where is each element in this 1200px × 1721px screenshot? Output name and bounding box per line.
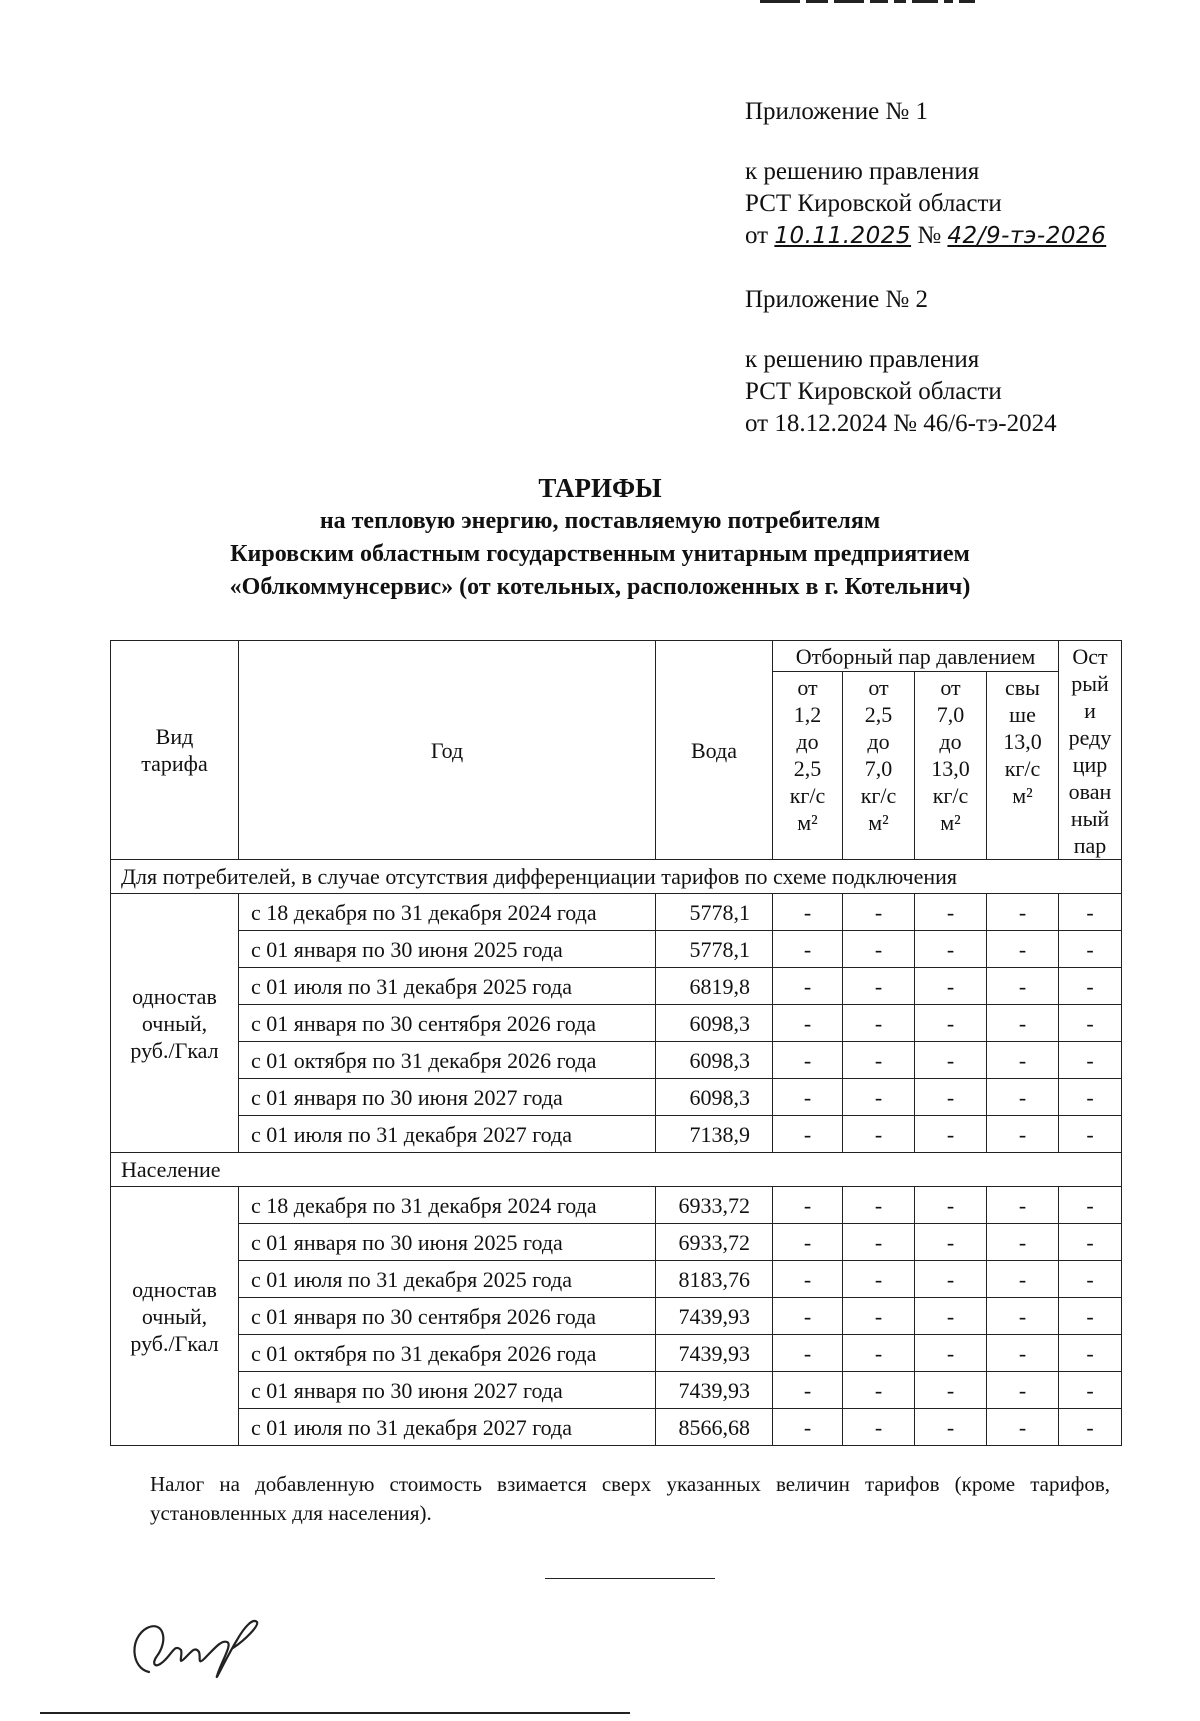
water-value-cell: 7138,9	[656, 1116, 773, 1153]
empty-value-cell: -	[843, 894, 915, 931]
appendix-1-title: Приложение № 1	[745, 98, 929, 125]
header-text: рый	[1071, 671, 1109, 696]
period-cell: с 01 октября по 31 декабря 2026 года	[239, 1042, 656, 1079]
empty-value-cell: -	[1059, 1116, 1122, 1153]
empty-value-cell: -	[1059, 1005, 1122, 1042]
signature-image	[125, 1610, 275, 1687]
water-value-cell: 6098,3	[656, 1042, 773, 1079]
empty-value-cell: -	[1059, 1187, 1122, 1224]
header-text: кг/с	[932, 783, 969, 809]
table-row	[111, 1042, 1122, 1079]
table-row	[111, 1372, 1122, 1409]
period-cell: с 01 июля по 31 декабря 2027 года	[239, 1409, 656, 1446]
appendix-2-title: Приложение № 2	[745, 286, 929, 313]
header-water: Вода	[656, 641, 773, 860]
tariff-kind-cell	[111, 894, 239, 1153]
empty-value-cell: -	[843, 1187, 915, 1224]
empty-value-cell: -	[773, 1005, 843, 1042]
header-steam-group: Отборный пар давлением	[773, 641, 1059, 672]
empty-value-cell: -	[987, 1224, 1059, 1261]
table-row	[111, 931, 1122, 968]
empty-value-cell: -	[773, 1409, 843, 1446]
header-text: кг/с	[1004, 756, 1041, 782]
table-row	[111, 1335, 1122, 1372]
empty-value-cell: -	[915, 1079, 987, 1116]
water-value-cell: 7439,93	[656, 1335, 773, 1372]
water-value-cell: 6933,72	[656, 1224, 773, 1261]
table-row	[111, 1224, 1122, 1261]
empty-value-cell: -	[843, 1335, 915, 1372]
empty-value-cell: -	[843, 1042, 915, 1079]
tariff-kind-line: руб./Гкал	[130, 1037, 219, 1063]
table-row	[111, 1261, 1122, 1298]
period-cell: с 01 июля по 31 декабря 2027 года	[239, 1116, 656, 1153]
empty-value-cell: -	[1059, 894, 1122, 931]
header-steam-3	[915, 672, 987, 860]
empty-value-cell: -	[1059, 1261, 1122, 1298]
empty-value-cell: -	[915, 894, 987, 931]
header-text: до	[796, 729, 819, 755]
vat-note: Налог на добавленную стоимость взимается сверх указанных величин тарифов (кроме тарифов, установленных для населения).	[150, 1472, 1110, 1525]
header-text: 13,0	[1003, 729, 1042, 755]
water-value-cell: 5778,1	[656, 894, 773, 931]
empty-value-cell: -	[1059, 1224, 1122, 1261]
period-cell: с 01 января по 30 июня 2025 года	[239, 931, 656, 968]
water-value-cell: 6819,8	[656, 968, 773, 1005]
appendix-2-line2: РСТ Кировской области	[745, 378, 1002, 405]
title-line1: на тепловую энергию, поставляемую потребителям	[319, 508, 881, 534]
empty-value-cell: -	[915, 1187, 987, 1224]
header-kind-line: Вид	[155, 724, 194, 749]
appendix-1-line1: к решению правления	[745, 158, 980, 185]
empty-value-cell: -	[773, 1187, 843, 1224]
empty-value-cell: -	[915, 1224, 987, 1261]
empty-value-cell: -	[843, 1298, 915, 1335]
table-row	[111, 894, 1122, 931]
empty-value-cell: -	[987, 1372, 1059, 1409]
empty-value-cell: -	[915, 968, 987, 1005]
water-value-cell: 6933,72	[656, 1187, 773, 1224]
tariff-kind-line: очный,	[141, 1010, 208, 1036]
empty-value-cell: -	[843, 931, 915, 968]
period-cell: с 18 декабря по 31 декабря 2024 года	[239, 894, 656, 931]
period-cell: с 01 января по 30 июня 2027 года	[239, 1372, 656, 1409]
empty-value-cell: -	[843, 1116, 915, 1153]
header-text: 1,2	[793, 702, 822, 728]
period-cell: с 01 октября по 31 декабря 2026 года	[239, 1335, 656, 1372]
header-text: Ост	[1072, 644, 1108, 669]
header-steam-2	[843, 672, 915, 860]
empty-value-cell: -	[915, 1298, 987, 1335]
appendix-2-line1: к решению правления	[745, 346, 980, 373]
water-value-cell: 6098,3	[656, 1079, 773, 1116]
tariff-kind-line: руб./Гкал	[130, 1330, 219, 1356]
scan-artifact	[760, 0, 1060, 6]
water-value-cell: 5778,1	[656, 931, 773, 968]
empty-value-cell: -	[915, 1261, 987, 1298]
table-row	[111, 968, 1122, 1005]
period-cell: с 01 июля по 31 декабря 2025 года	[239, 1261, 656, 1298]
empty-value-cell: -	[987, 931, 1059, 968]
header-text: кг/с	[860, 783, 897, 809]
empty-value-cell: -	[773, 1079, 843, 1116]
water-value-cell: 8183,76	[656, 1261, 773, 1298]
title-main: ТАРИФЫ	[538, 473, 662, 503]
empty-value-cell: -	[773, 1335, 843, 1372]
empty-value-cell: -	[987, 1116, 1059, 1153]
empty-value-cell: -	[773, 1042, 843, 1079]
header-text: 2,5	[864, 702, 893, 728]
header-text: 7,0	[864, 756, 893, 782]
header-text: реду	[1068, 725, 1112, 750]
table-row	[111, 1187, 1122, 1224]
empty-value-cell: -	[1059, 931, 1122, 968]
empty-value-cell: -	[843, 1409, 915, 1446]
header-text: ше	[1009, 702, 1036, 728]
empty-value-cell: -	[915, 1409, 987, 1446]
tariff-kind-line: очный,	[141, 1303, 208, 1329]
header-text: свы	[1005, 675, 1040, 701]
header-text: от	[868, 675, 889, 701]
header-text: кг/с	[789, 783, 826, 809]
empty-value-cell: -	[843, 1079, 915, 1116]
section-label: Для потребителей, в случае отсутствия дифференциации тарифов по схеме подключения	[111, 860, 1122, 894]
appendix-2-block	[745, 284, 1185, 440]
empty-value-cell: -	[1059, 1079, 1122, 1116]
empty-value-cell: -	[915, 1116, 987, 1153]
bottom-rule	[40, 1712, 630, 1714]
number-prefix: №	[917, 222, 942, 249]
appendix-2-line3: от 18.12.2024 № 46/6-тэ-2024	[745, 410, 1057, 437]
period-cell: с 01 января по 30 сентября 2026 года	[239, 1005, 656, 1042]
empty-value-cell: -	[987, 1261, 1059, 1298]
title-line3: «Облкоммунсервис» (от котельных, расположенных в г. Котельнич)	[229, 574, 971, 600]
appendix-1-date-line	[745, 220, 1185, 252]
empty-value-cell: -	[843, 1224, 915, 1261]
date-prefix: от	[745, 222, 769, 249]
header-text: 2,5	[793, 756, 822, 782]
handwritten-number: 42/9-тэ-2026	[947, 223, 1107, 249]
empty-value-cell: -	[773, 968, 843, 1005]
empty-value-cell: -	[843, 1372, 915, 1409]
header-year: Год	[239, 641, 656, 860]
water-value-cell: 7439,93	[656, 1372, 773, 1409]
handwritten-date: 10.11.2025	[774, 223, 912, 249]
empty-value-cell: -	[987, 1409, 1059, 1446]
table-row	[111, 1079, 1122, 1116]
header-text: м²	[868, 810, 889, 836]
empty-value-cell: -	[843, 1261, 915, 1298]
title-line2: Кировским областным государственным унитарным предприятием	[230, 541, 970, 567]
empty-value-cell: -	[843, 1005, 915, 1042]
tariffs-body	[111, 860, 1122, 1446]
header-text: до	[867, 729, 890, 755]
empty-value-cell: -	[987, 894, 1059, 931]
period-cell: с 01 января по 30 июня 2027 года	[239, 1079, 656, 1116]
water-value-cell: 8566,68	[656, 1409, 773, 1446]
section-row	[111, 860, 1122, 894]
header-text: 13,0	[931, 756, 970, 782]
empty-value-cell: -	[987, 1042, 1059, 1079]
header-text: от	[940, 675, 961, 701]
period-cell: с 01 января по 30 июня 2025 года	[239, 1224, 656, 1261]
empty-value-cell: -	[773, 1298, 843, 1335]
empty-value-cell: -	[1059, 1298, 1122, 1335]
tariff-kind-cell	[111, 1187, 239, 1446]
header-text: цир	[1072, 752, 1108, 777]
empty-value-cell: -	[1059, 1409, 1122, 1446]
document-title	[100, 472, 1100, 604]
empty-value-cell: -	[987, 968, 1059, 1005]
table-row	[111, 1005, 1122, 1042]
header-text: ован	[1068, 779, 1112, 804]
empty-value-cell: -	[773, 1261, 843, 1298]
empty-value-cell: -	[773, 1116, 843, 1153]
header-text: от	[797, 675, 818, 701]
empty-value-cell: -	[1059, 1042, 1122, 1079]
empty-value-cell: -	[1059, 968, 1122, 1005]
header-text: м²	[940, 810, 961, 836]
header-text: пар	[1073, 833, 1107, 858]
section-row	[111, 1153, 1122, 1187]
empty-value-cell: -	[843, 968, 915, 1005]
header-text: м²	[797, 810, 818, 836]
appendix-1-line2: РСТ Кировской области	[745, 190, 1002, 217]
empty-value-cell: -	[987, 1298, 1059, 1335]
empty-value-cell: -	[987, 1187, 1059, 1224]
empty-value-cell: -	[915, 1042, 987, 1079]
header-text: и	[1084, 698, 1096, 723]
tariff-kind-line: одностав	[132, 1276, 217, 1302]
empty-value-cell: -	[915, 931, 987, 968]
empty-value-cell: -	[773, 1224, 843, 1261]
tariffs-table	[110, 640, 1122, 1446]
header-sharp-steam	[1059, 641, 1122, 860]
header-text: м²	[1012, 783, 1033, 809]
empty-value-cell: -	[773, 1372, 843, 1409]
header-kind	[111, 641, 239, 860]
header-kind-line: тарифа	[141, 751, 208, 776]
period-cell: с 01 января по 30 сентября 2026 года	[239, 1298, 656, 1335]
table-row	[111, 1298, 1122, 1335]
header-steam-1	[773, 672, 843, 860]
table-row	[111, 1409, 1122, 1446]
empty-value-cell: -	[773, 931, 843, 968]
empty-value-cell: -	[915, 1335, 987, 1372]
water-value-cell: 6098,3	[656, 1005, 773, 1042]
table-row	[111, 1116, 1122, 1153]
period-cell: с 01 июля по 31 декабря 2025 года	[239, 968, 656, 1005]
divider-line	[545, 1578, 715, 1579]
empty-value-cell: -	[987, 1079, 1059, 1116]
water-value-cell: 7439,93	[656, 1298, 773, 1335]
tariff-kind-line: одностав	[132, 983, 217, 1009]
empty-value-cell: -	[915, 1005, 987, 1042]
header-text: до	[939, 729, 962, 755]
header-steam-4	[987, 672, 1059, 860]
appendix-1-block	[745, 96, 1185, 252]
empty-value-cell: -	[915, 1372, 987, 1409]
header-text: 7,0	[936, 702, 965, 728]
header-text: ный	[1070, 806, 1110, 831]
empty-value-cell: -	[1059, 1372, 1122, 1409]
empty-value-cell: -	[773, 894, 843, 931]
section-label: Население	[111, 1153, 1122, 1187]
empty-value-cell: -	[987, 1005, 1059, 1042]
empty-value-cell: -	[987, 1335, 1059, 1372]
empty-value-cell: -	[1059, 1335, 1122, 1372]
period-cell: с 18 декабря по 31 декабря 2024 года	[239, 1187, 656, 1224]
